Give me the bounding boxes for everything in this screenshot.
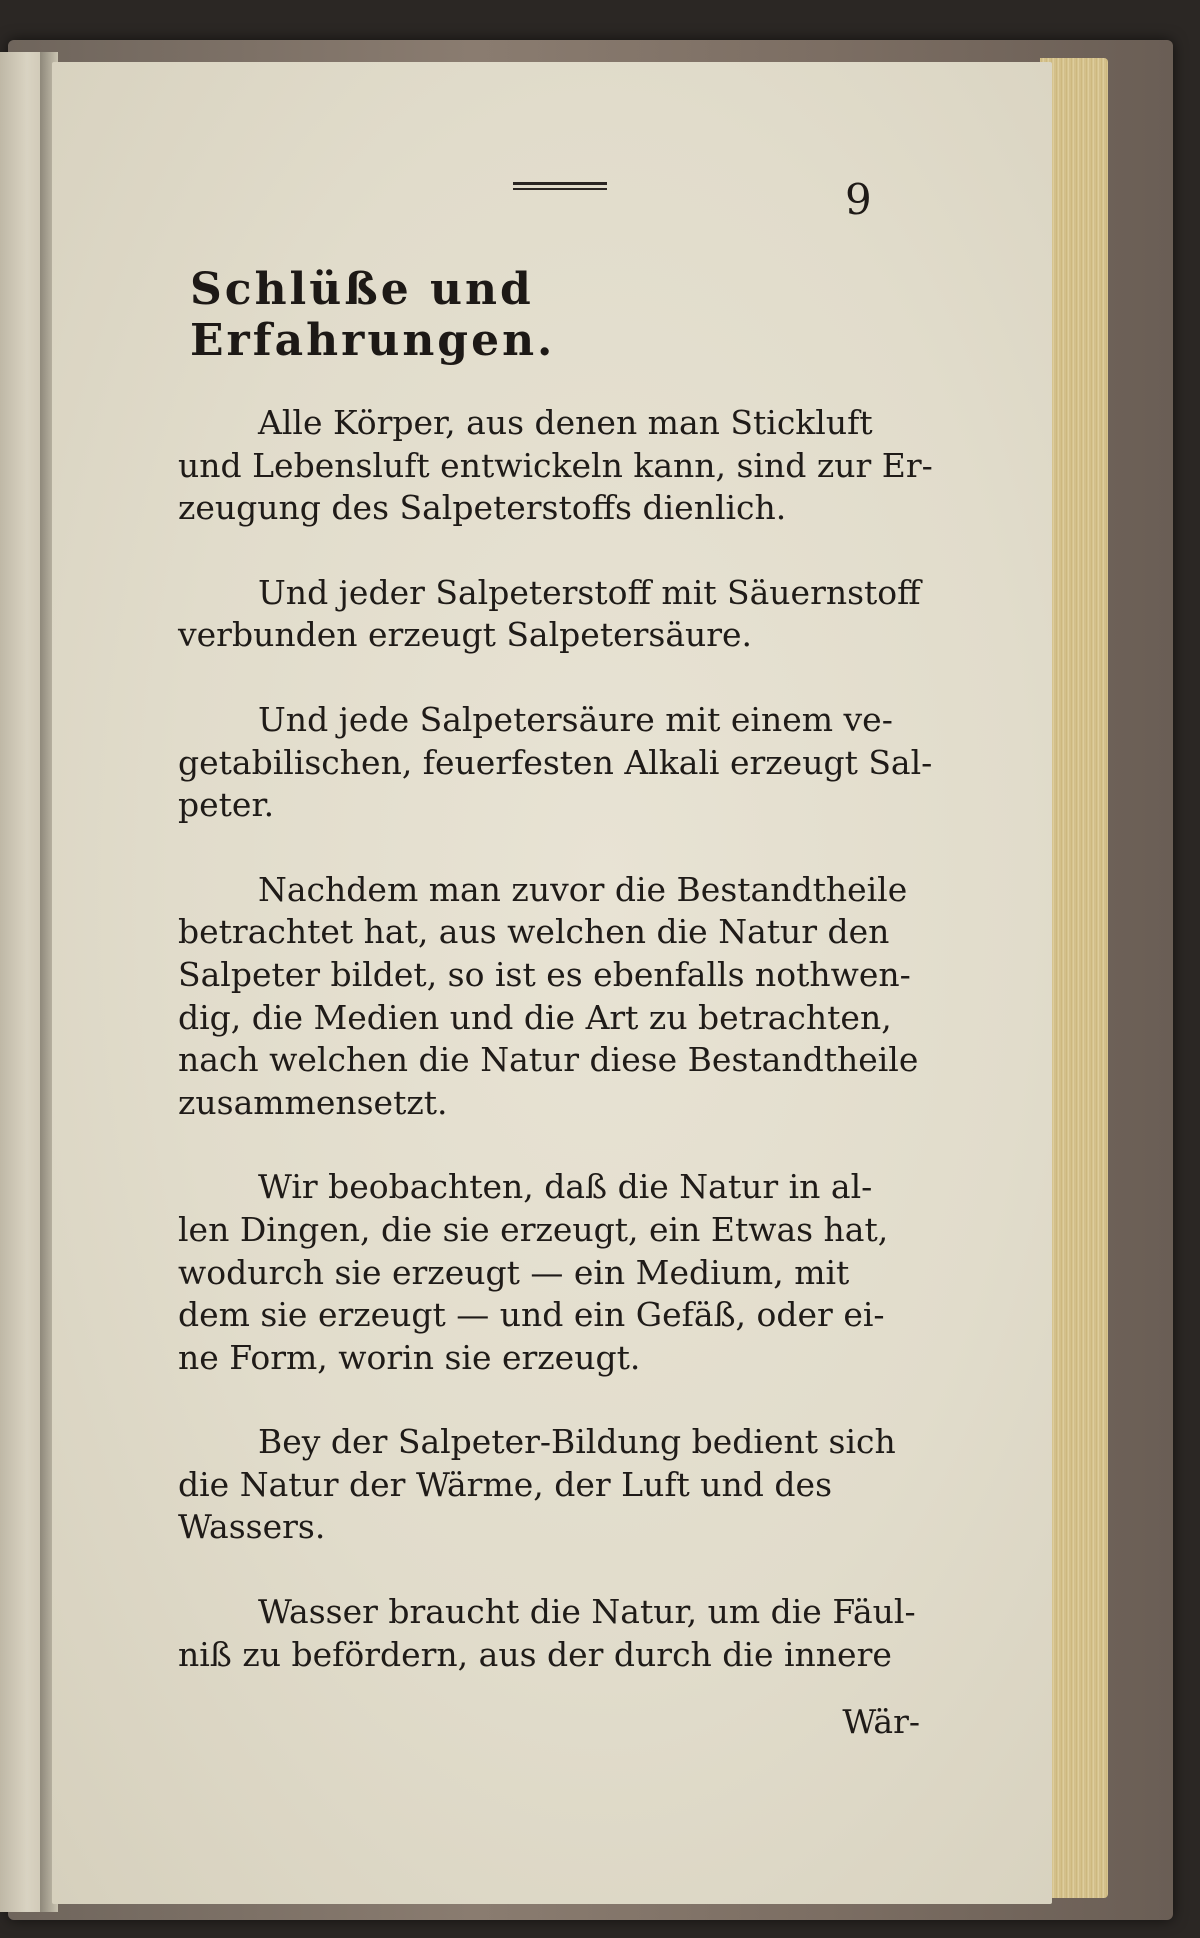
page-number: 9 bbox=[845, 175, 872, 224]
text-line: dem sie erzeugt — und ein Gefäß, oder ei- bbox=[178, 1295, 885, 1335]
text-line: Und jede Salpetersäure mit einem ve- bbox=[258, 699, 893, 739]
paragraph bbox=[178, 402, 933, 530]
text-line: nach welchen die Natur diese Bestandtheile bbox=[178, 1040, 919, 1080]
text-line: wodurch sie erzeugt — ein Medium, mit bbox=[178, 1252, 850, 1292]
text-line: getabilischen, feuerfesten Alkali erzeugt Sal- bbox=[178, 742, 933, 782]
text-line: len Dingen, die sie erzeugt, ein Etwas hat, bbox=[178, 1209, 889, 1249]
body-text bbox=[178, 402, 933, 1718]
paragraph bbox=[178, 869, 918, 1125]
text-line: zeugung des Salpeterstoffs dienlich. bbox=[178, 488, 787, 528]
text-line: Wasser braucht die Natur, um die Fäul- bbox=[258, 1592, 916, 1632]
text-line: Und jeder Salpeterstoff mit Säuernstoff bbox=[258, 572, 921, 612]
text-line: betrachtet hat, aus welchen die Natur den bbox=[178, 912, 890, 952]
text-line: Wassers. bbox=[178, 1507, 326, 1547]
paragraph bbox=[178, 1591, 918, 1676]
paragraph bbox=[178, 572, 921, 657]
header-rule bbox=[513, 182, 607, 190]
text-line: Wir beobachten, daß die Natur in al- bbox=[258, 1167, 873, 1207]
text-line: zusammensetzt. bbox=[178, 1082, 448, 1122]
text-line: die Natur der Wärme, der Luft und des bbox=[178, 1464, 833, 1504]
paragraph bbox=[178, 1421, 918, 1549]
text-line: verbunden erzeugt Salpetersäure. bbox=[178, 615, 753, 655]
page-text-block bbox=[130, 62, 933, 1904]
catchword: Wär- bbox=[842, 1702, 920, 1741]
text-line: ne Form, worin sie erzeugt. bbox=[178, 1337, 641, 1377]
text-line: Alle Körper, aus denen man Stickluft bbox=[258, 403, 873, 442]
left-page-edge bbox=[0, 52, 45, 1912]
paragraph bbox=[178, 1166, 918, 1379]
paragraph bbox=[178, 699, 933, 827]
text-line: und Lebensluft entwickeln kann, sind zur Er- bbox=[178, 445, 933, 485]
text-line: Nachdem man zuvor die Bestandtheile bbox=[258, 869, 908, 909]
text-line: Salpeter bildet, so ist es ebenfalls nothwen- bbox=[178, 954, 911, 994]
text-line: niß zu befördern, aus der durch die innere bbox=[178, 1634, 892, 1674]
section-heading: Schlüße und Erfahrungen. bbox=[190, 264, 556, 366]
text-line: Bey der Salpeter-Bildung bedient sich bbox=[258, 1422, 896, 1462]
book-page bbox=[52, 62, 1052, 1904]
text-line: peter. bbox=[178, 785, 275, 825]
text-line: dig, die Medien und die Art zu betrachten, bbox=[178, 997, 892, 1037]
